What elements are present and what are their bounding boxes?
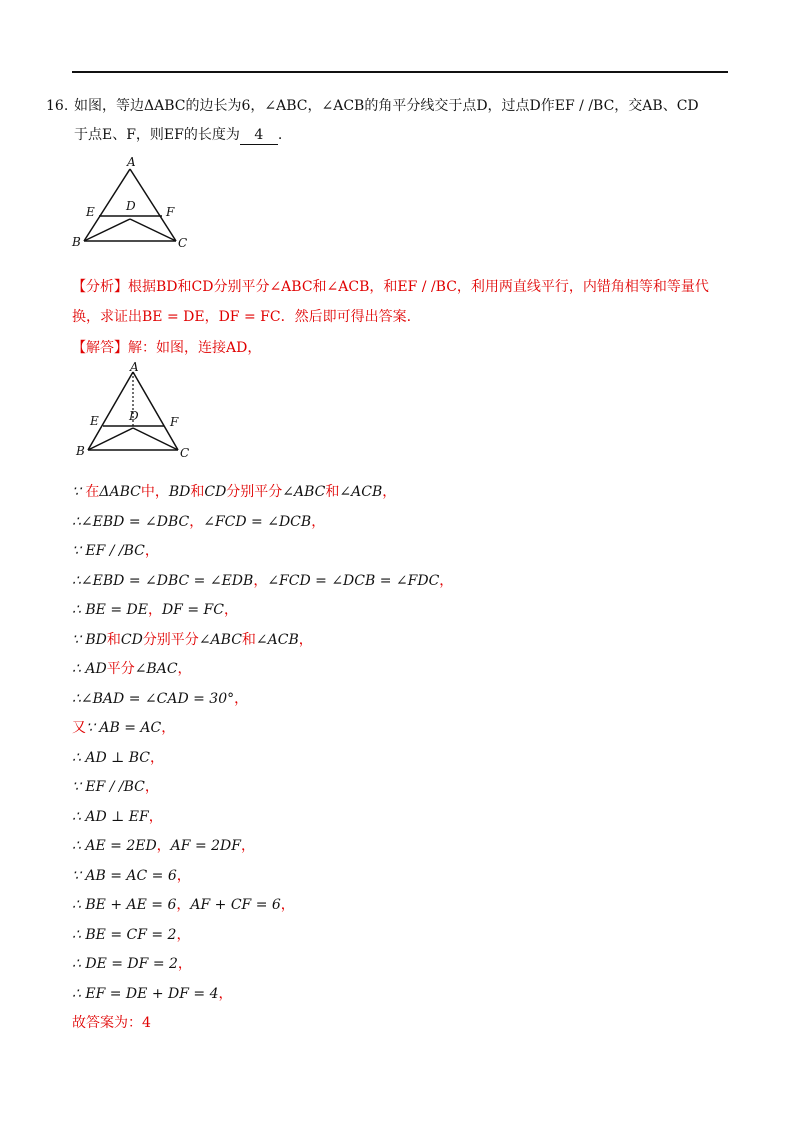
proof-step-segment: ， — [311, 513, 326, 530]
label-b-2: B — [76, 444, 85, 458]
proof-step-segment: ∠ACB — [255, 631, 299, 648]
proof-step-segment: ， — [253, 572, 268, 589]
proof-step — [72, 891, 732, 921]
proof-step-segment: BD — [168, 484, 191, 500]
problem-text-2: 于点E、F，则EF的长度为 — [74, 127, 240, 143]
proof-step-segment: ， — [176, 926, 191, 943]
proof-step-segment: ∵ — [72, 484, 86, 500]
proof-step-segment: ， — [147, 602, 162, 618]
proof-step-segment: ∵ EF / /BC — [72, 779, 145, 795]
proof-step-segment: ， — [176, 897, 191, 913]
proof-step — [72, 655, 732, 685]
proof-step-segment: CD — [120, 631, 143, 648]
proof-steps — [72, 478, 732, 1009]
proof-step-segment: ∴ AE = 2ED — [72, 838, 157, 854]
proof-step — [72, 862, 732, 892]
label-d-2: D — [129, 409, 139, 423]
proof-step — [72, 950, 732, 980]
problem-line-1 — [46, 92, 736, 121]
proof-step-segment: ∴ EF = DE + DF = 4 — [72, 985, 219, 1002]
proof-step-segment: ∴∠EBD = ∠DBC — [72, 513, 190, 530]
proof-step-segment: 和 — [325, 484, 340, 500]
label-c-2: C — [180, 446, 190, 460]
proof-step-segment: ∠ABC — [198, 631, 242, 648]
proof-step-segment: ， — [234, 690, 249, 707]
proof-step-segment: 和 — [190, 484, 205, 500]
proof-step-segment: ∴ AD — [72, 661, 107, 677]
analysis-text: 根据BD和CD分别平分∠ABC和∠ACB，和EF / /BC，利用两直线平行，内错角相等和等量代换，求证出BE = DE，DF = FC．然后即可得出答案. — [72, 279, 709, 325]
proof-step-segment: ∴ AD ⊥ BC — [72, 749, 151, 766]
solution-tag: 【解答】 — [72, 340, 128, 356]
proof-step — [72, 714, 732, 744]
proof-step-segment: ∴ BE + AE = 6 — [72, 897, 177, 913]
analysis-section — [72, 272, 732, 332]
problem-line-2 — [46, 121, 736, 150]
proof-step-segment: AF + CF = 6 — [190, 897, 281, 913]
proof-step-segment: ， — [177, 661, 192, 677]
proof-step — [72, 921, 732, 951]
proof-step — [72, 478, 732, 508]
proof-step-segment: ∠FCD = ∠DCB = ∠FDC — [267, 572, 440, 589]
proof-step-segment: ∴ BE = CF = 2 — [72, 926, 177, 943]
proof-step-segment: ， — [144, 779, 159, 795]
proof-step-segment: ， — [161, 720, 176, 736]
proof-step-segment: ∵ EF / /BC — [72, 543, 145, 559]
proof-step-segment: ΔABC — [99, 484, 141, 500]
answer-blank: 4 — [240, 126, 278, 145]
proof-step-segment: 分别平分 — [142, 631, 199, 648]
proof-step-segment: ∴ AD ⊥ EF — [72, 808, 149, 825]
label-b: B — [72, 235, 81, 249]
label-e-2: E — [90, 414, 99, 428]
proof-step-segment: ， — [218, 985, 233, 1002]
analysis-tag: 【分析】 — [72, 279, 128, 295]
proof-step — [72, 980, 732, 1010]
proof-step-segment: ， — [189, 513, 204, 530]
proof-step — [72, 537, 732, 567]
proof-step-segment: 和 — [106, 631, 121, 648]
triangle-figure-with-ad — [70, 362, 200, 462]
label-a: A — [127, 155, 136, 169]
label-a-2: A — [130, 362, 139, 374]
proof-step-segment: ， — [156, 838, 171, 854]
problem-number: 16. — [46, 98, 69, 114]
proof-step-segment: ， — [223, 602, 238, 618]
proof-step-segment: ∠ABC — [282, 484, 326, 500]
proof-step-segment: ∴∠BAD = ∠CAD = 30° — [72, 690, 235, 707]
proof-step — [72, 803, 732, 833]
label-e: E — [86, 205, 95, 219]
proof-step — [72, 626, 732, 656]
proof-step-segment: ， — [439, 572, 454, 589]
proof-step-segment: 在 — [85, 484, 100, 500]
proof-step — [72, 508, 732, 538]
proof-step-segment: ， — [176, 867, 191, 884]
label-f: F — [166, 205, 175, 219]
proof-step-segment: DF = FC — [161, 602, 224, 618]
proof-step-segment: 分别平分 — [226, 484, 283, 500]
proof-step-segment: ， — [382, 484, 397, 500]
proof-step-segment: 和 — [241, 631, 256, 648]
proof-step-segment: ， — [177, 956, 192, 972]
proof-step-segment: AF = 2DF — [170, 838, 241, 854]
proof-step-segment: ∴∠EBD = ∠DBC = ∠EDB — [72, 572, 254, 589]
header-rule — [72, 71, 728, 73]
label-f-2: F — [170, 415, 179, 429]
problem-period: . — [277, 127, 283, 143]
proof-step — [72, 744, 732, 774]
proof-step-segment: ， — [148, 808, 163, 825]
proof-step-segment: ∠FCD = ∠DCB — [203, 513, 312, 530]
proof-step-segment: ∴ BE = DE — [72, 602, 148, 618]
proof-step — [72, 596, 732, 626]
proof-step-segment: ∠ACB — [339, 484, 383, 500]
proof-step-segment: ∵ AB = AC = 6 — [72, 867, 177, 884]
proof-step-segment: ， — [280, 897, 295, 913]
problem-text: 如图，等边ΔABC的边长为6，∠ABC，∠ACB的角平分线交于点D，过点D作EF / /BC，交AB、CD — [74, 98, 699, 114]
proof-step-segment: ， — [298, 631, 313, 648]
solution-heading — [72, 333, 261, 363]
proof-step-segment: CD — [204, 484, 227, 500]
proof-step-segment: ， — [150, 749, 165, 766]
proof-step-segment: ∵ BD — [72, 631, 107, 648]
proof-step — [72, 567, 732, 597]
proof-step-segment: ∴ DE = DF = 2 — [72, 956, 178, 972]
proof-step-segment: 又 — [72, 720, 86, 736]
label-d: D — [126, 199, 136, 213]
solution-text: 解：如图，连接AD， — [128, 340, 262, 356]
proof-step — [72, 832, 732, 862]
proof-step-segment: 平分 — [106, 661, 135, 677]
final-answer: 故答案为：4 — [72, 1015, 151, 1031]
label-c: C — [178, 236, 188, 250]
proof-step-segment: ∠BAC — [134, 661, 178, 677]
proof-step — [72, 773, 732, 803]
proof-step-segment: ， — [144, 543, 159, 559]
proof-step-segment: ， — [240, 838, 255, 854]
proof-step-segment: ∵ AB = AC — [86, 720, 162, 736]
triangle-figure — [66, 155, 196, 255]
proof-step — [72, 685, 732, 715]
problem-statement — [46, 92, 736, 150]
proof-step-segment: 中， — [140, 484, 169, 500]
